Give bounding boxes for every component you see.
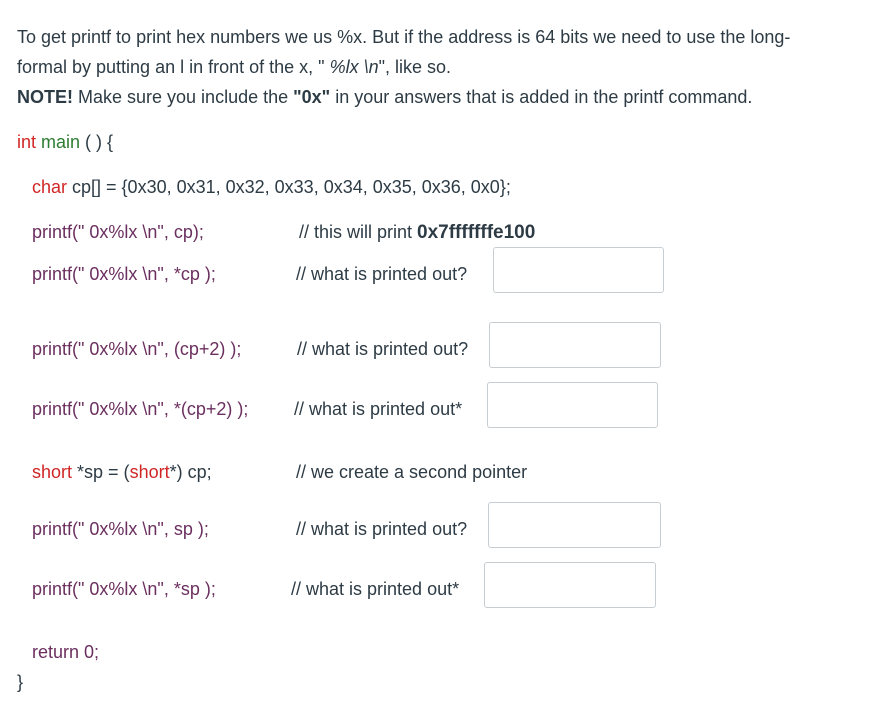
answer-input-1[interactable] <box>493 247 664 293</box>
stmt-print-deref-cp-plus-2 <box>32 397 248 421</box>
stmt-print-cp-plus-2-text: printf(" 0x%lx \n", (cp+2) ); <box>32 339 242 359</box>
comment-second-pointer-text: // we create a second pointer <box>296 462 528 482</box>
stmt-print-deref-sp <box>32 577 216 601</box>
short-decl-mid: *sp = ( <box>72 462 130 482</box>
main-name: main <box>36 132 81 152</box>
comment-q5 <box>291 577 459 601</box>
answer-input-2[interactable] <box>489 322 661 368</box>
comment-print-cp-text: // this will print <box>299 222 418 242</box>
comment-print-cp <box>299 220 535 245</box>
stmt-print-deref-sp-text: printf(" 0x%lx \n", *sp ); <box>32 579 216 599</box>
closing-brace-text: } <box>17 672 24 692</box>
stmt-print-cp <box>32 220 204 244</box>
comment-q2-text: // what is printed out? <box>297 339 469 359</box>
char-decl-rest: cp[] = {0x30, 0x31, 0x32, 0x33, 0x34, 0x35, 0x36, 0x0}; <box>67 177 511 197</box>
stmt-print-deref-cp-text: printf(" 0x%lx \n", *cp ); <box>32 264 216 284</box>
return-statement <box>32 640 99 664</box>
comment-q2 <box>297 337 468 361</box>
example-output: 0x7fffffffe100 <box>417 222 536 243</box>
intro-note-line <box>17 85 752 109</box>
stmt-print-deref-cp-plus-2-text: printf(" 0x%lx \n", *(cp+2) ); <box>32 399 249 419</box>
stmt-print-sp <box>32 517 209 541</box>
char-keyword: char <box>32 177 68 197</box>
comment-q3 <box>294 397 462 421</box>
comment-second-pointer <box>296 460 527 484</box>
answer-input-3[interactable] <box>487 382 658 428</box>
intro-line-2 <box>17 55 451 79</box>
intro-text-1: To get printf to print hex numbers we us %x. But if the address is 64 bits we need to use the long- <box>17 27 791 47</box>
short-cast-keyword: short <box>129 462 170 482</box>
stmt-print-deref-cp <box>32 262 216 286</box>
comment-q4-text: // what is printed out? <box>296 519 468 539</box>
intro-text-2a: formal by putting an l in front of the x, " <box>17 57 330 77</box>
answer-input-4[interactable] <box>488 502 661 548</box>
comment-q1 <box>296 262 467 286</box>
answer-input-5[interactable] <box>484 562 656 608</box>
short-decl-end: *) cp; <box>169 462 212 482</box>
intro-text-2c: ", like so. <box>378 57 452 77</box>
closing-brace <box>17 670 23 694</box>
note-label: NOTE! <box>17 87 73 107</box>
comment-q5-text: // what is printed out* <box>291 579 460 599</box>
note-text-a: Make sure you include the <box>73 87 294 107</box>
main-parens: ( ) { <box>80 132 114 152</box>
note-0x: "0x" <box>293 87 331 107</box>
intro-format-spec: %lx \n <box>329 57 379 77</box>
note-text-c: in your answers that is added in the printf command. <box>330 87 753 107</box>
comment-q1-text: // what is printed out? <box>296 264 468 284</box>
stmt-print-cp-text: printf(" 0x%lx \n", cp); <box>32 222 204 242</box>
short-keyword: short <box>32 462 73 482</box>
stmt-print-sp-text: printf(" 0x%lx \n", sp ); <box>32 519 209 539</box>
main-declaration <box>17 130 113 154</box>
stmt-print-cp-plus-2 <box>32 337 241 361</box>
short-declaration <box>32 460 212 484</box>
char-declaration <box>32 175 511 199</box>
intro-line-1 <box>17 25 790 49</box>
main-return-type: int <box>17 132 37 152</box>
comment-q4 <box>296 517 467 541</box>
return-statement-text: return 0; <box>32 642 100 662</box>
comment-q3-text: // what is printed out* <box>294 399 463 419</box>
